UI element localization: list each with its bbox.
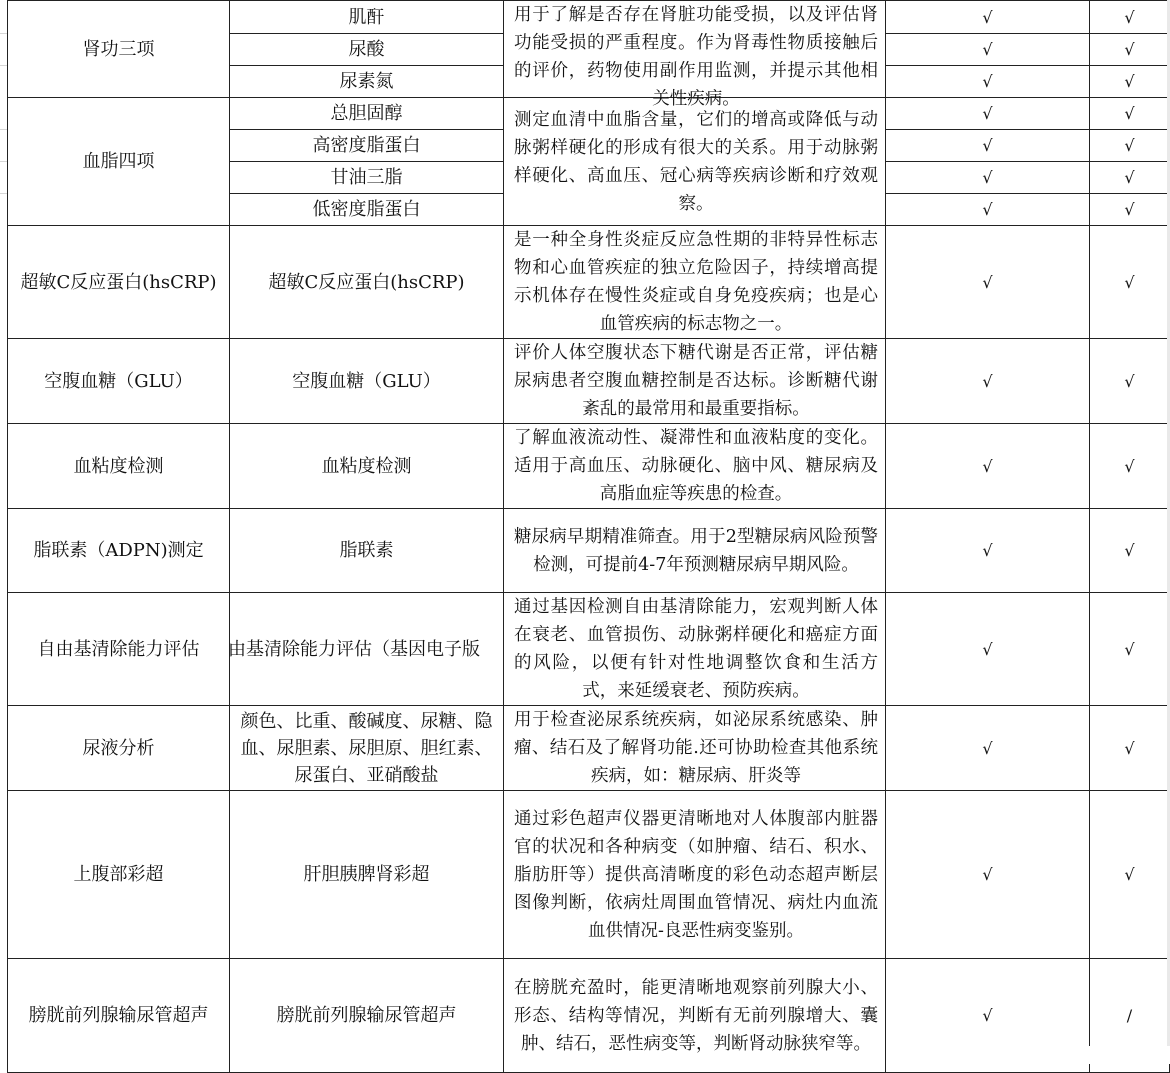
subitem-cell[interactable]: 脂联素	[230, 509, 504, 593]
check-mark-cell[interactable]: √	[886, 66, 1090, 98]
table-row	[8, 226, 1170, 339]
row-gridline	[0, 65, 7, 66]
check-mark-cell[interactable]: √	[1090, 424, 1170, 509]
row-gridline	[0, 33, 7, 34]
subitem-cell[interactable]: 高密度脂蛋白	[230, 130, 504, 162]
description-cell[interactable]: 通过彩色超声仪器更清晰地对人体腹部内脏器官的状况和各种病变（如肿瘤、结石、积水、脂肪肝等）提供高清晰度的彩色动态超声断层图像判断，依病灶周围血管情况、病灶内血流血供情况-良恶性病变鉴别。	[504, 791, 886, 959]
check-mark-cell[interactable]: √	[886, 339, 1090, 424]
category-cell[interactable]: 尿液分析	[8, 706, 230, 791]
table-row	[8, 509, 1170, 593]
check-mark-cell[interactable]: √	[1090, 194, 1170, 226]
category-cell[interactable]: 血粘度检测	[8, 424, 230, 509]
corner-overlay	[1052, 1046, 1170, 1064]
check-mark-cell[interactable]: √	[1090, 1, 1170, 34]
description-cell[interactable]: 用于检查泌尿系统疾病，如泌尿系统感染、肿瘤、结石及了解肾功能.还可协助检查其他系统疾病，如：糖尿病、肝炎等	[504, 706, 886, 791]
category-cell[interactable]: 脂联素（ADPN)测定	[8, 509, 230, 593]
category-cell[interactable]: 超敏C反应蛋白(hsCRP)	[8, 226, 230, 339]
table-row	[8, 339, 1170, 424]
check-mark-cell[interactable]: √	[1090, 791, 1170, 959]
table-row	[8, 593, 1170, 706]
table-row	[8, 98, 1170, 130]
description-cell[interactable]: 在膀胱充盈时，能更清晰地观察前列腺大小、形态、结构等情况，判断有无前列腺增大、囊肿、结石，恶性病变等，判断肾动脉狭窄等。	[504, 959, 886, 1073]
checkup-items-table	[7, 0, 1170, 1073]
description-cell[interactable]	[504, 1, 886, 109]
check-mark-cell[interactable]: √	[1090, 34, 1170, 66]
description-text: 用于了解是否存在肾脏功能受损，以及评估肾功能受损的严重程度。作为肾毒性物质接触后的评价，药物使用副作用监测，并提示其他相关性疾病。	[514, 5, 878, 109]
check-mark-cell[interactable]: √	[886, 424, 1090, 509]
check-mark-cell[interactable]: √	[886, 162, 1090, 194]
subitem-cell[interactable]: 膀胱前列腺输尿管超声	[230, 959, 504, 1073]
check-mark-cell[interactable]: √	[1090, 98, 1170, 130]
description-cell[interactable]: 了解血液流动性、凝滞性和血液粘度的变化。适用于高血压、动脉硬化、脑中风、糖尿病及高脂血症等疾患的检查。	[504, 424, 886, 509]
row-gridline	[0, 193, 7, 194]
check-mark-cell[interactable]: √	[886, 226, 1090, 339]
description-cell[interactable]: 通过基因检测自由基清除能力，宏观判断人体在衰老、血管损伤、动脉粥样硬化和癌症方面的风险，以便有针对性地调整饮食和生活方式，来延缓衰老、预防疾病。	[504, 593, 886, 706]
check-mark-cell[interactable]: /	[1090, 959, 1170, 1073]
check-mark-cell[interactable]: √	[886, 98, 1090, 130]
check-mark-cell[interactable]: √	[886, 1, 1090, 34]
check-mark-cell[interactable]: √	[886, 593, 1090, 706]
subitem-cell[interactable]: 血粘度检测	[230, 424, 504, 509]
description-cell[interactable]: 是一种全身性炎症反应急性期的非特异性标志物和心血管疾症的独立危险因子，持续增高提示机体存在慢性炎症或自身免疫疾病；也是心血管疾病的标志物之一。	[504, 226, 886, 339]
category-cell[interactable]: 膀胱前列腺输尿管超声	[8, 959, 230, 1073]
subitem-cell[interactable]: 尿酸	[230, 34, 504, 66]
category-cell[interactable]: 上腹部彩超	[8, 791, 230, 959]
check-mark-cell[interactable]: √	[886, 791, 1090, 959]
check-mark-cell[interactable]: √	[886, 194, 1090, 226]
check-mark-cell[interactable]: √	[886, 509, 1090, 593]
category-cell[interactable]: 自由基清除能力评估	[8, 593, 230, 706]
subitem-cell[interactable]: 肌酐	[230, 1, 504, 34]
check-mark-cell[interactable]: √	[1090, 66, 1170, 98]
category-cell[interactable]: 空腹血糖（GLU）	[8, 339, 230, 424]
table-row	[8, 424, 1170, 509]
check-mark-cell[interactable]: √	[886, 34, 1090, 66]
check-mark-cell[interactable]: √	[886, 706, 1090, 791]
subitem-cell[interactable]: 总胆固醇	[230, 98, 504, 130]
category-cell[interactable]: 肾功三项	[8, 1, 230, 98]
description-cell[interactable]: 测定血清中血脂含量，它们的增高或降低与动脉粥样硬化的形成有很大的关系。用于动脉粥样硬化、高血压、冠心病等疾病诊断和疗效观察。	[504, 98, 886, 226]
description-cell[interactable]: 评价人体空腹状态下糖代谢是否正常，评估糖尿病患者空腹血糖控制是否达标。诊断糖代谢紊乱的最常用和最重要指标。	[504, 339, 886, 424]
category-cell[interactable]: 血脂四项	[8, 98, 230, 226]
check-mark-cell[interactable]: √	[1090, 593, 1170, 706]
subitem-cell[interactable]: 肝胆胰脾肾彩超	[230, 791, 504, 959]
row-gridline	[0, 161, 7, 162]
check-mark-cell[interactable]: √	[1090, 226, 1170, 339]
check-mark-cell[interactable]: √	[886, 959, 1090, 1073]
subitem-cell[interactable]: 由基清除能力评估（基因电子版	[230, 593, 504, 706]
check-mark-cell[interactable]: √	[1090, 339, 1170, 424]
description-cell[interactable]: 糖尿病早期精准筛查。用于2型糖尿病风险预警检测，可提前4-7年预测糖尿病早期风险。	[504, 509, 886, 593]
subitem-cell[interactable]: 空腹血糖（GLU）	[230, 339, 504, 424]
check-mark-cell[interactable]: √	[1090, 706, 1170, 791]
check-mark-cell[interactable]: √	[1090, 509, 1170, 593]
subitem-cell[interactable]: 尿素氮	[230, 66, 504, 98]
row-gridline	[0, 129, 7, 130]
check-mark-cell[interactable]: √	[886, 130, 1090, 162]
table-row	[8, 791, 1170, 959]
subitem-cell[interactable]: 低密度脂蛋白	[230, 194, 504, 226]
table-row	[8, 959, 1170, 1073]
subitem-cell[interactable]: 颜色、比重、酸碱度、尿糖、隐血、尿胆素、尿胆原、胆红素、尿蛋白、亚硝酸盐	[230, 706, 504, 791]
check-mark-cell[interactable]: √	[1090, 130, 1170, 162]
table-row	[8, 1, 1170, 34]
subitem-cell[interactable]: 甘油三脂	[230, 162, 504, 194]
subitem-cell[interactable]: 超敏C反应蛋白(hsCRP)	[230, 226, 504, 339]
table-row	[8, 706, 1170, 791]
check-mark-cell[interactable]: √	[1090, 162, 1170, 194]
